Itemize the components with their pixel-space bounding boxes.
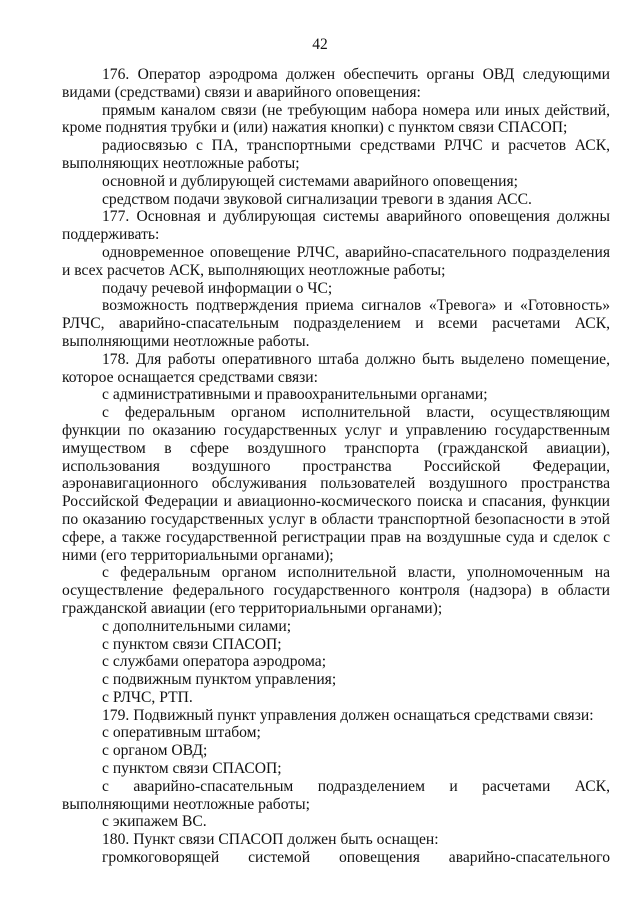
- paragraph-180: 180. Пункт связи СПАСОП должен быть оснащен:: [102, 831, 439, 849]
- paragraph-178-item-mobile-post: с подвижным пунктом управления;: [102, 671, 337, 689]
- paragraph-178-item-additional-forces: с дополнительными силами;: [102, 617, 292, 635]
- paragraph-179-item-spasop: с пунктом связи СПАСОП;: [102, 760, 282, 778]
- paragraph-178-item-federal-authority: с федеральным органом исполнительной власти, осуществляющим функции по оказанию государственных услуг и управлению государственным имуществом в сфере воздушного транспорта (гражданской авиации), использования воздушного пространства Российской Федерации, аэронавигационного обслуживания пользователей воздушного пространства Российской Федерации и авиационно-космического поиска и спасания, функции по оказанию государственных услуг в области транспортной безопасности в этой сфере, а также государственной регистрации прав на воздушные суда и сделок с ними (его территориальными органами);: [62, 404, 610, 564]
- document-body: [62, 66, 610, 867]
- paragraph-179-item-staff: с оперативным штабом;: [102, 724, 261, 742]
- paragraph-178-item-federal-oversight: с федеральным органом исполнительной власти, уполномоченным на осуществление федерального государственного контроля (надзора) в области гражданской авиации (его территориальными органами);: [62, 564, 610, 617]
- paragraph-178-item-airport-services: с службами оператора аэродрома;: [102, 653, 327, 671]
- paragraph-177-item-confirmation: возможность подтверждения приема сигналов «Тревога» и «Готовность» РЛЧС, аварийно-спасательным подразделением и всеми расчетами АСК, выполняющими неотложные работы.: [62, 297, 610, 350]
- paragraph-176: 176. Оператор аэродрома должен обеспечить органы ОВД следующими видами (средствами) связи и аварийного оповещения:: [62, 66, 610, 101]
- paragraph-176-item-direct-channel: прямым каналом связи (не требующим набора номера или иных действий, кроме поднятия трубки и (или) нажатия кнопки) с пунктом связи СПАСОП;: [62, 101, 610, 137]
- paragraph-178-item-administrative: с административными и правоохранительными органами;: [102, 386, 488, 404]
- paragraph-176-item-radio: радиосвязью с ПА, транспортными средствами РЛЧС и расчетов АСК, выполняющих неотложные работы;: [62, 137, 610, 172]
- paragraph-179-item-rescue-unit: с аварийно-спасательным подразделением и расчетами АСК, выполняющими неотложные работы;: [62, 777, 610, 813]
- paragraph-176-item-sound-alarm: средством подачи звуковой сигнализации тревоги в здания АСС.: [102, 190, 532, 208]
- paragraph-180-item-loudspeaker: громкоговорящей системой оповещения аварийно-спасательного: [102, 849, 610, 867]
- paragraph-179-item-crew: с экипажем ВС.: [102, 813, 207, 831]
- paragraph-179-item-ovd: с органом ОВД;: [102, 742, 208, 760]
- paragraph-177-item-voice: подачу речевой информации о ЧС;: [102, 279, 333, 297]
- paragraph-178-item-rlchs: с РЛЧС, РТП.: [102, 688, 193, 706]
- paragraph-179: 179. Подвижный пункт управления должен оснащаться средствами связи:: [102, 706, 594, 724]
- paragraph-177-item-simultaneous: одновременное оповещение РЛЧС, аварийно-спасательного подразделения и всех расчетов АСК, выполняющих неотложные работы;: [62, 243, 610, 279]
- paragraph-177: 177. Основная и дублирующая системы аварийного оповещения должны поддерживать:: [62, 208, 610, 244]
- page-number: 42: [312, 36, 328, 53]
- paragraph-178-item-spasop: с пунктом связи СПАСОП;: [102, 635, 282, 653]
- paragraph-178: 178. Для работы оперативного штаба должно быть выделено помещение, которое оснащается средствами связи:: [62, 350, 610, 386]
- paragraph-176-item-alert-systems: основной и дублирующей системами аварийного оповещения;: [102, 172, 518, 190]
